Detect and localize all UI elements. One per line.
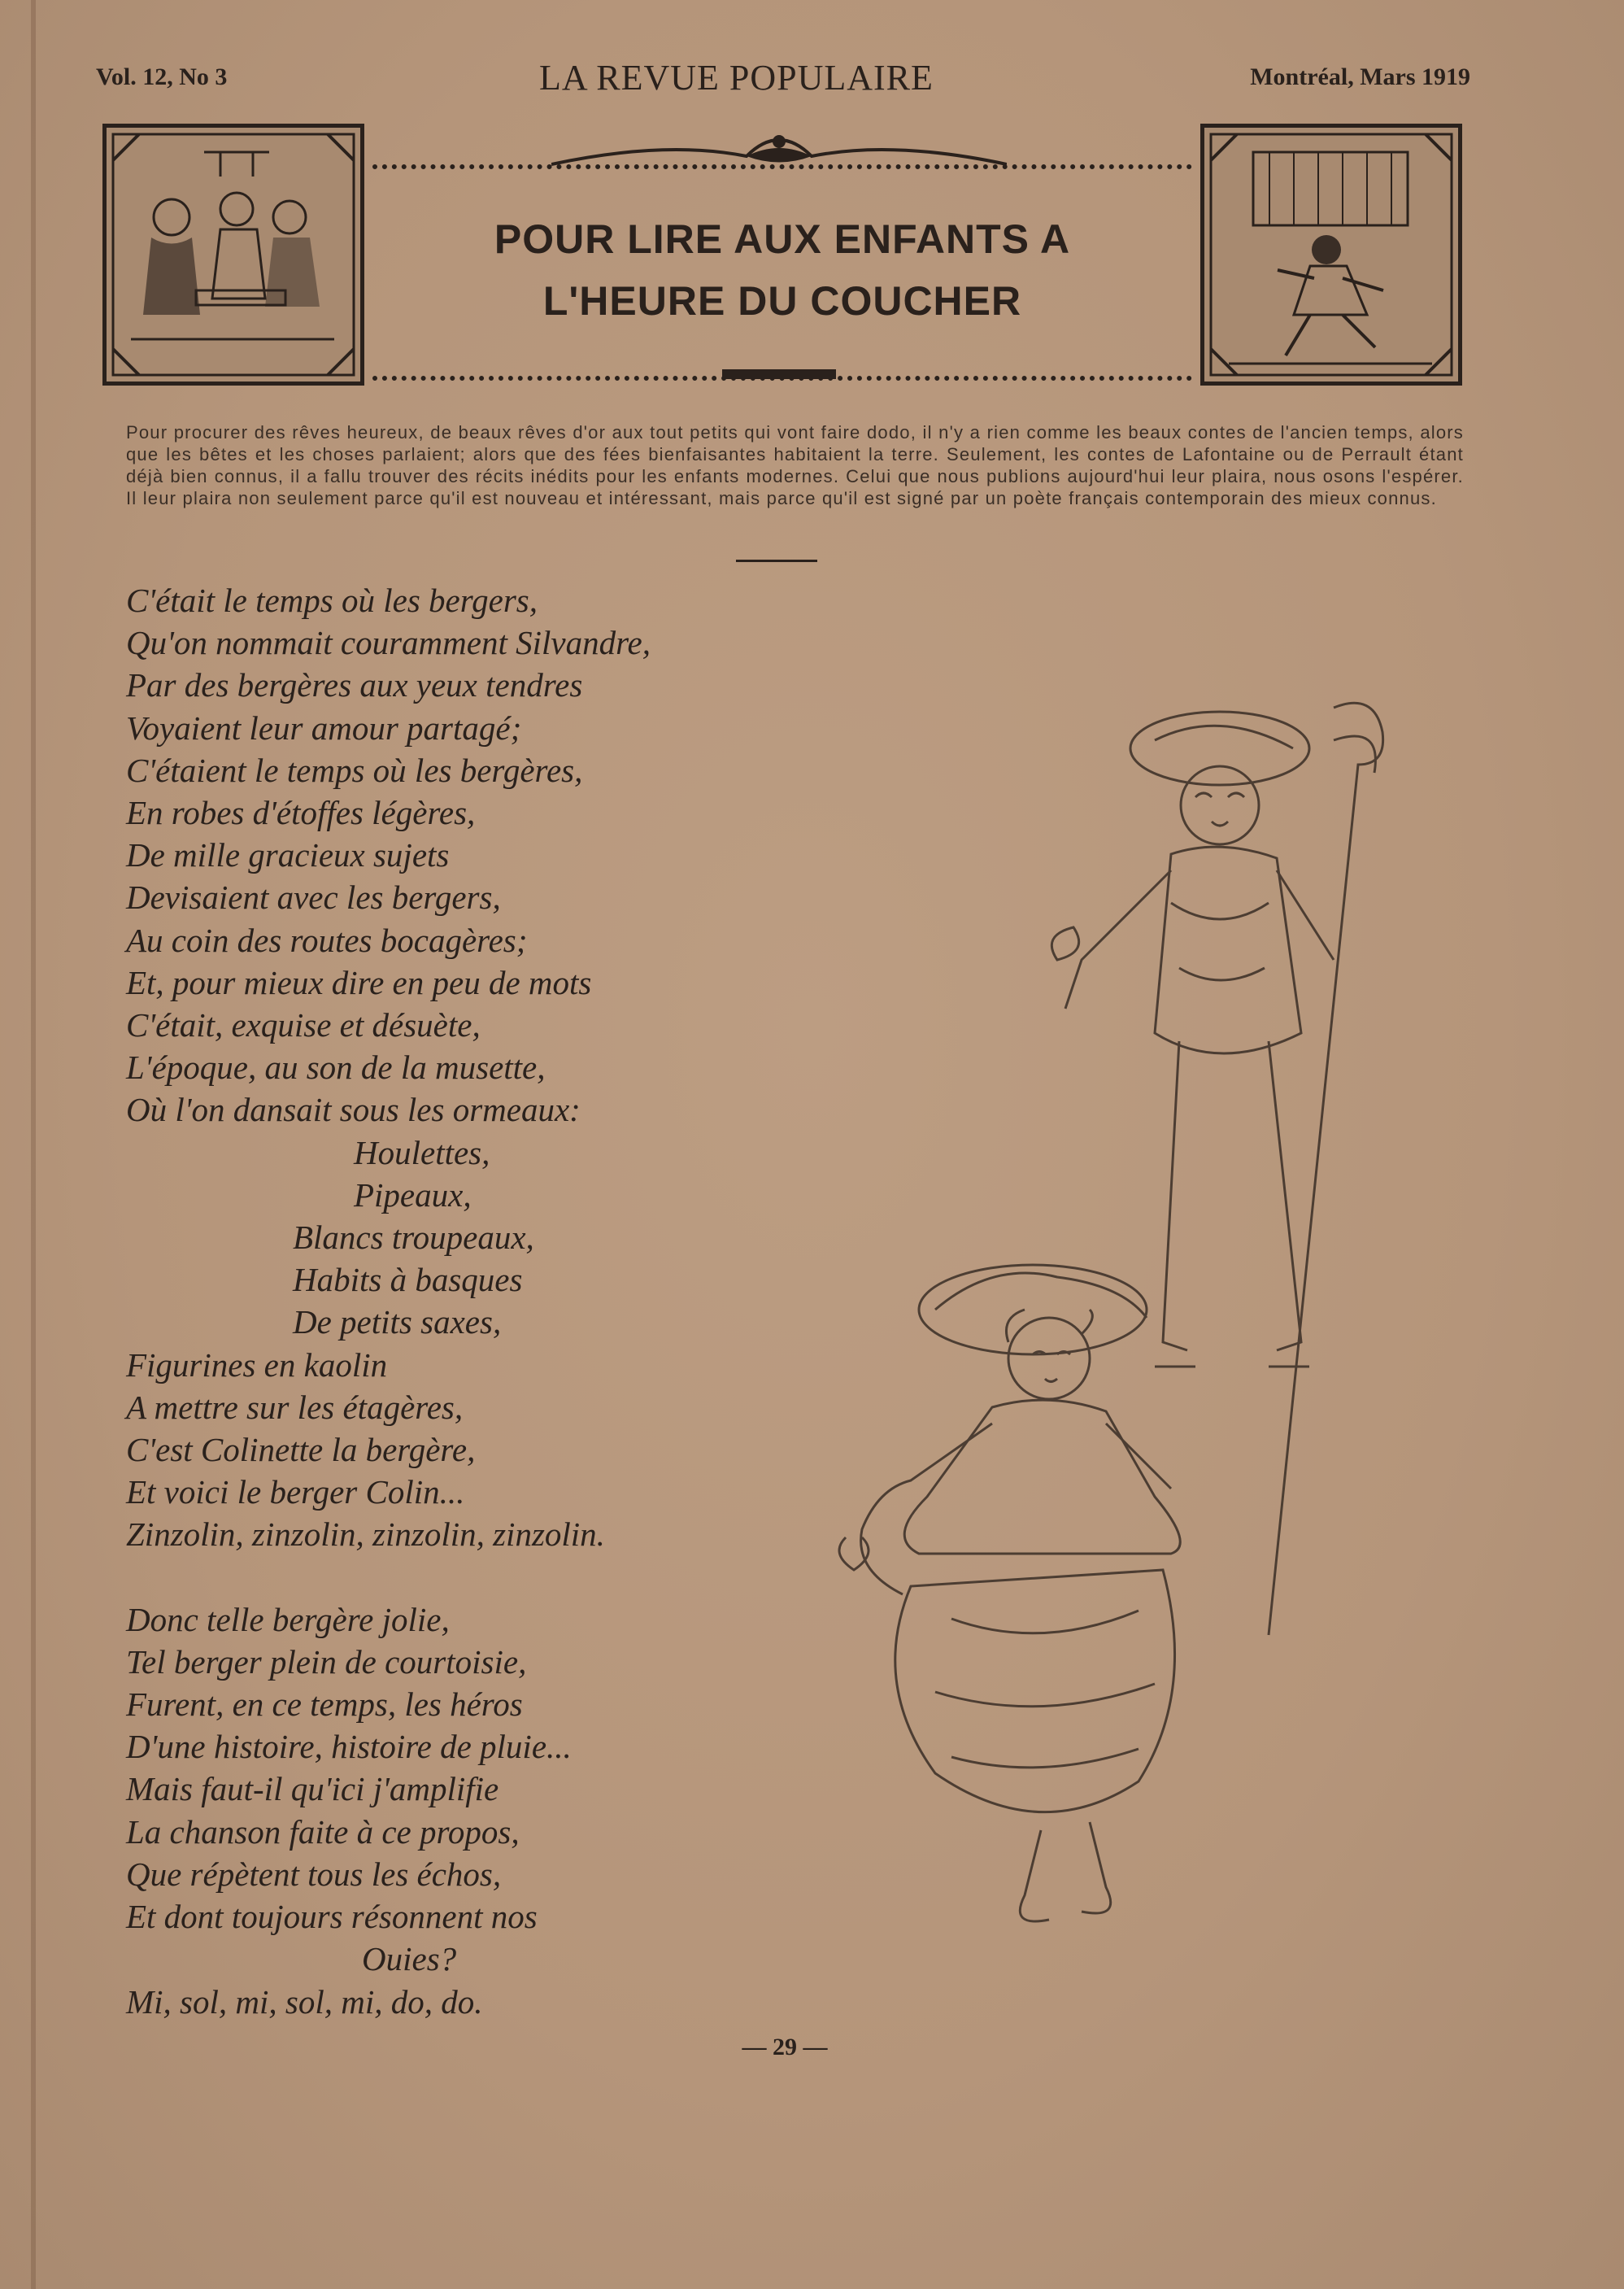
poem-line: Et dont toujours résonnent nos (126, 1898, 538, 1936)
poem-line: Et, pour mieux dire en peu de mots (126, 963, 592, 1001)
girl-running-drawing (1204, 128, 1458, 382)
poem-line: Tel berger plein de courtoisie, (126, 1642, 527, 1681)
intro-separator (736, 560, 817, 562)
volume-number: Vol. 12, No 3 (96, 63, 228, 90)
poem-line: A mettre sur les étagères, (126, 1388, 464, 1426)
poem-line: Au coin des routes bocagères; (126, 921, 528, 959)
page-fold-shadow (31, 0, 36, 2289)
poem-line: Que répètent tous les échos, (126, 1855, 502, 1893)
poem-line: De mille gracieux sujets (126, 836, 450, 874)
poem-line: Par des bergères aux yeux tendres (126, 666, 583, 704)
poem-line: Habits à basques (293, 1261, 523, 1299)
intro-paragraph: Pour procurer des rêves heureux, de beaux rêves d'or aux tout petits qui vont faire dodo, il n'y a rien comme les beaux contes de l'ancien temps, alors que les bêtes et les choses parlaient; alors que des fées bienfaisantes habitaient la terre. Seulement, les contes de Lafontaine ou de Perrault étant déjà bien connus, il a fallu trouver des récits inédits pour les enfants modernes. Celui que nous publions aujourd'hui leur plaira, nous osons l'espérer. Il leur plaira non seulement parce qu'il est nouveau et intéressant, mais parce qu'il est signé par un poète français contemporain des mieux connus. (126, 422, 1464, 508)
poem-line: Houlettes, (354, 1133, 490, 1171)
running-header (96, 50, 1470, 107)
poem-line: Donc telle bergère jolie, (126, 1600, 450, 1638)
banner-title (364, 208, 1200, 332)
poem-line: Blancs troupeaux, (293, 1219, 534, 1257)
poem-line: Mi, sol, mi, sol, mi, do, do. (126, 1982, 483, 2021)
poem-line: Mais faut-il qu'ici j'amplifie (126, 1770, 499, 1808)
page-number: — 29 — (742, 2034, 828, 2060)
family-reading-drawing (107, 128, 360, 382)
poem-line: En robes d'étoffes légères, (126, 794, 476, 832)
poem-line: Qu'on nommait couramment Silvandre, (126, 624, 651, 662)
poem-line: C'est Colinette la bergère, (126, 1431, 476, 1469)
poem-line: C'étaient le temps où les bergères, (126, 751, 583, 789)
poem-line: C'était, exquise et désuète, (126, 1006, 481, 1044)
title-banner (102, 124, 1462, 386)
girl-running-illustration (1200, 124, 1462, 386)
poem-line: De petits saxes, (293, 1303, 502, 1341)
publication-name: LA REVUE POPULAIRE (539, 58, 934, 98)
poem-line: Devisaient avec les bergers, (126, 879, 501, 917)
title-frame (364, 124, 1200, 386)
poem-line: Zinzolin, zinzolin, zinzolin, zinzolin. (126, 1515, 605, 1554)
place-date: Montréal, Mars 1919 (1250, 63, 1470, 90)
poem-line: Pipeaux, (354, 1175, 472, 1214)
stanza-gap (126, 1556, 858, 1598)
poem-line: L'époque, au son de la musette, (126, 1049, 546, 1087)
poem-line: La chanson faite à ce propos, (126, 1812, 520, 1851)
poem (126, 579, 858, 2023)
poem-line: Figurines en kaolin (126, 1345, 388, 1384)
shepherd-and-shepherdess-illustration (813, 691, 1464, 1936)
poem-line: Où l'on dansait sous les ormeaux: (126, 1091, 581, 1129)
poem-line: D'une histoire, histoire de pluie... (126, 1728, 572, 1766)
poem-line: Voyaient leur amour partagé; (126, 708, 522, 747)
title-line-1: POUR LIRE AUX ENFANTS A (494, 216, 1071, 262)
poem-line: C'était le temps où les bergers, (126, 582, 538, 619)
poem-line: Furent, en ce temps, les héros (126, 1685, 523, 1724)
poem-line: Et voici le berger Colin... (126, 1473, 465, 1511)
family-reading-illustration (102, 124, 364, 386)
ornament-bottom (714, 361, 844, 386)
dotted-rule-top (372, 164, 1192, 169)
title-line-2: L'HEURE DU COUCHER (542, 278, 1022, 324)
poem-line: Ouies? (362, 1940, 457, 1978)
